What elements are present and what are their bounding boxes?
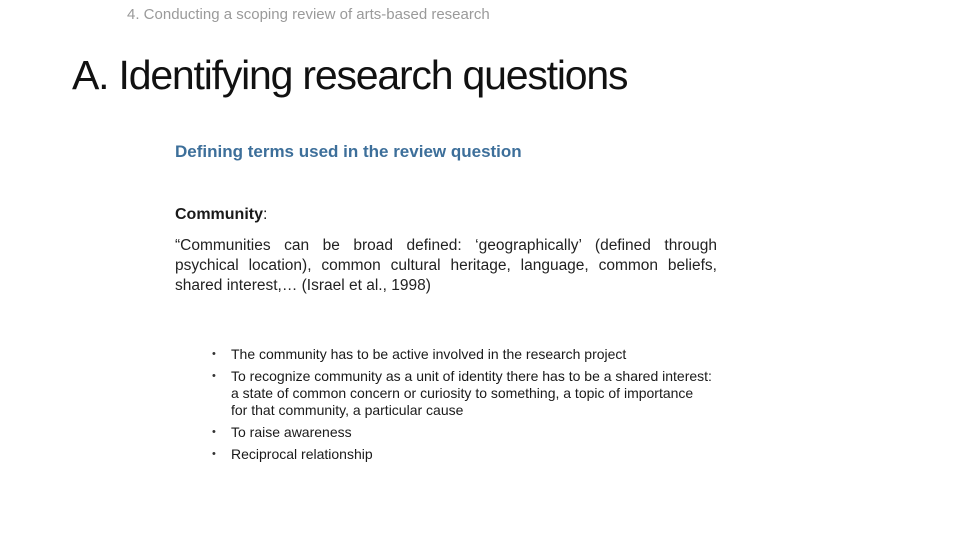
breadcrumb: 4. Conducting a scoping review of arts-based research (127, 6, 490, 23)
bullet-icon: • (212, 426, 216, 438)
bullet-icon: • (212, 448, 216, 460)
term-separator: : (263, 206, 268, 223)
bullet-text: To raise awareness (231, 424, 352, 440)
bullet-list (212, 346, 712, 468)
bullet-text: Reciprocal relationship (231, 446, 373, 462)
bullet-text: To recognize community as a unit of identity there has to be a shared interest: a state of common concern or curiosity to something, a topic of importance for that community, a particular cause (231, 368, 712, 418)
page-title: A. Identifying research questions (72, 52, 628, 98)
list-item (212, 368, 712, 419)
list-item (212, 346, 712, 363)
section-subtitle: Defining terms used in the review question (175, 142, 522, 161)
term-definition: “Communities can be broad defined: ‘geographically’ (defined through psychical location), common cultural heritage, language, common beliefs, shared interest,… (Israel et al., 1998) (175, 237, 717, 294)
bullet-text: The community has to be active involved in the research project (231, 346, 627, 362)
list-item (212, 446, 712, 463)
term-name: Community (175, 206, 263, 223)
list-item (212, 424, 712, 441)
term-heading (175, 206, 267, 224)
bullet-icon: • (212, 348, 216, 360)
bullet-icon: • (212, 370, 216, 382)
